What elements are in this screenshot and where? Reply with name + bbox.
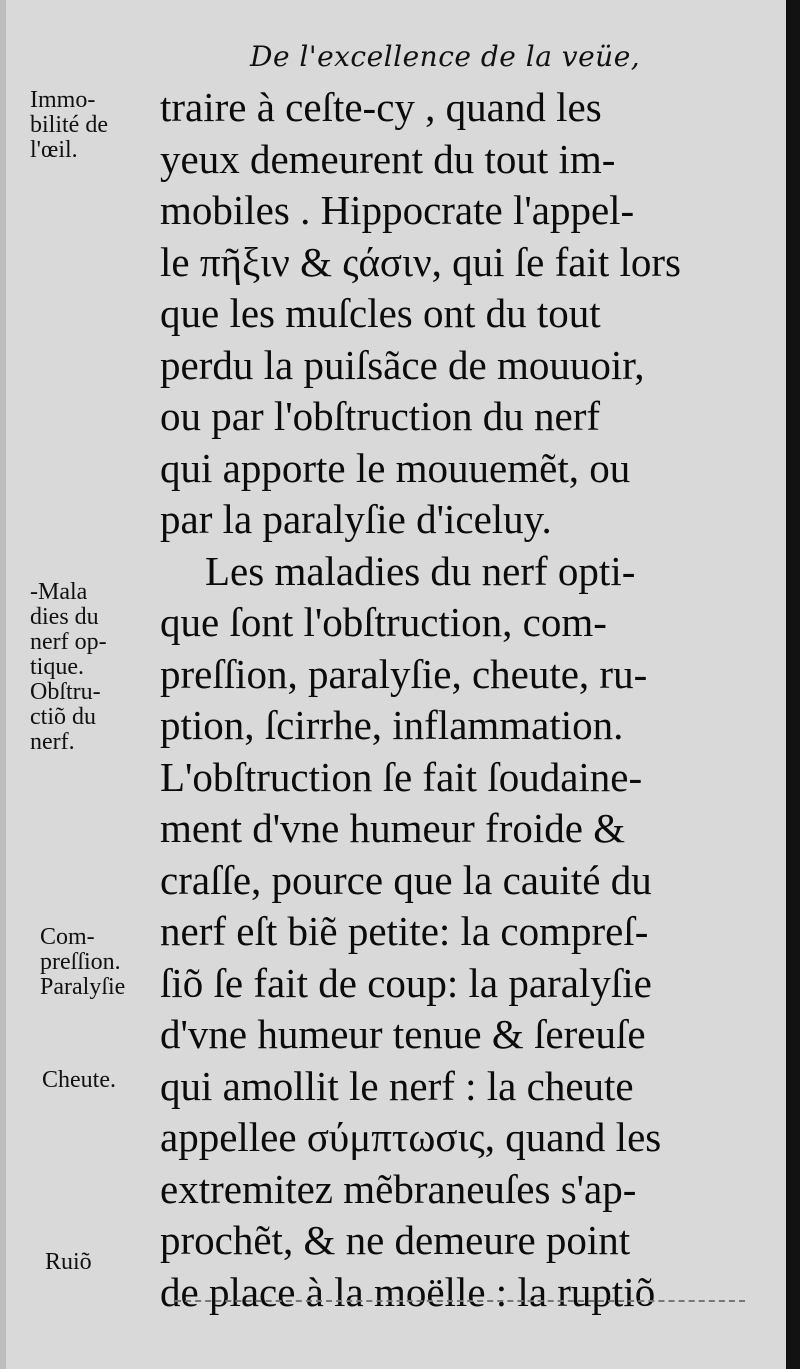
margin-note-line: Immo- xyxy=(30,87,96,113)
margin-note-maladies xyxy=(30,580,107,755)
margin-note-line: tique. xyxy=(30,654,84,680)
text-line: par la paralyſie d'iceluy. xyxy=(160,496,552,542)
text-line: prochẽt, & ne demeure point xyxy=(160,1217,631,1263)
margin-note-line: Cheute. xyxy=(42,1067,116,1093)
margin-note-line: -Mala xyxy=(30,579,88,605)
margin-note-line: bilité de xyxy=(30,112,108,138)
text-line: le πῆξιν & ςάσιν, qui ſe fait lors xyxy=(160,238,681,285)
page-edge-shadow xyxy=(786,0,800,1369)
text-line: mobiles . Hippocrate l'appel- xyxy=(160,187,635,233)
margin-note-line: Com- xyxy=(40,924,95,950)
margin-note-line: nerf. xyxy=(30,729,75,755)
text-line: preſſion, paralyſie, cheute, ru- xyxy=(160,650,648,697)
text-line: que les muſcles ont du tout xyxy=(160,290,601,336)
text-line: d'vne humeur tenue & ſereuſe xyxy=(160,1011,646,1057)
text-line: qui amollit le nerf : la cheute xyxy=(160,1062,634,1109)
margin-note-line: dies du xyxy=(30,604,99,630)
margin-note-line: Obſtru- xyxy=(30,679,101,705)
margin-note-line: l'œil. xyxy=(30,137,78,163)
text-line: ment d'vne humeur froide & xyxy=(160,805,626,851)
text-line: nerf eſt biẽ petite: la compreſ- xyxy=(160,908,649,954)
margin-note-line: nerf op- xyxy=(30,629,107,655)
margin-note-immobilite xyxy=(30,88,108,163)
margin-note-line: ctiõ du xyxy=(30,704,96,730)
text-line: ption, ſcirrhe, inflammation. xyxy=(160,702,624,748)
main-text-block xyxy=(160,82,760,1318)
text-line: de place à la moëlle : la ruptiõ xyxy=(160,1268,656,1315)
text-line: que ſont l'obſtruction, com- xyxy=(160,599,607,645)
margin-note-line: Paralyſie xyxy=(40,974,126,1000)
bottom-rule xyxy=(175,1300,745,1304)
margin-note-cheute xyxy=(42,1068,116,1093)
paragraph-start-line: Les maladies du nerf opti- xyxy=(205,547,636,594)
text-line: yeux demeurent du tout im- xyxy=(160,135,616,182)
text-line: qui apporte le mouuemẽt, ou xyxy=(160,444,631,491)
text-line: perdu la puiſsãce de mouuoir, xyxy=(160,341,645,388)
margin-note-line: preſſion. xyxy=(40,949,121,975)
running-head: De l'excellence de la veüe, xyxy=(250,40,641,73)
text-line: craſſe, pource que la cauité du xyxy=(160,856,652,903)
text-line: traire à ceſte-cy , quand les xyxy=(160,84,602,130)
text-line: ſiõ ſe fait de coup: la paralyſie xyxy=(160,959,652,1006)
text-line: L'obſtruction ſe fait ſoudaine- xyxy=(160,753,643,800)
text-line: appellee σύμπτωσις, quand les xyxy=(160,1114,662,1160)
margin-note-ruption xyxy=(45,1250,92,1275)
margin-note-line: Ruiõ xyxy=(45,1249,92,1275)
text-line: ou par l'obſtruction du nerf xyxy=(160,393,601,439)
margin-note-compression xyxy=(40,925,125,1000)
text-line: extremitez mẽbraneuſes s'ap- xyxy=(160,1165,637,1212)
